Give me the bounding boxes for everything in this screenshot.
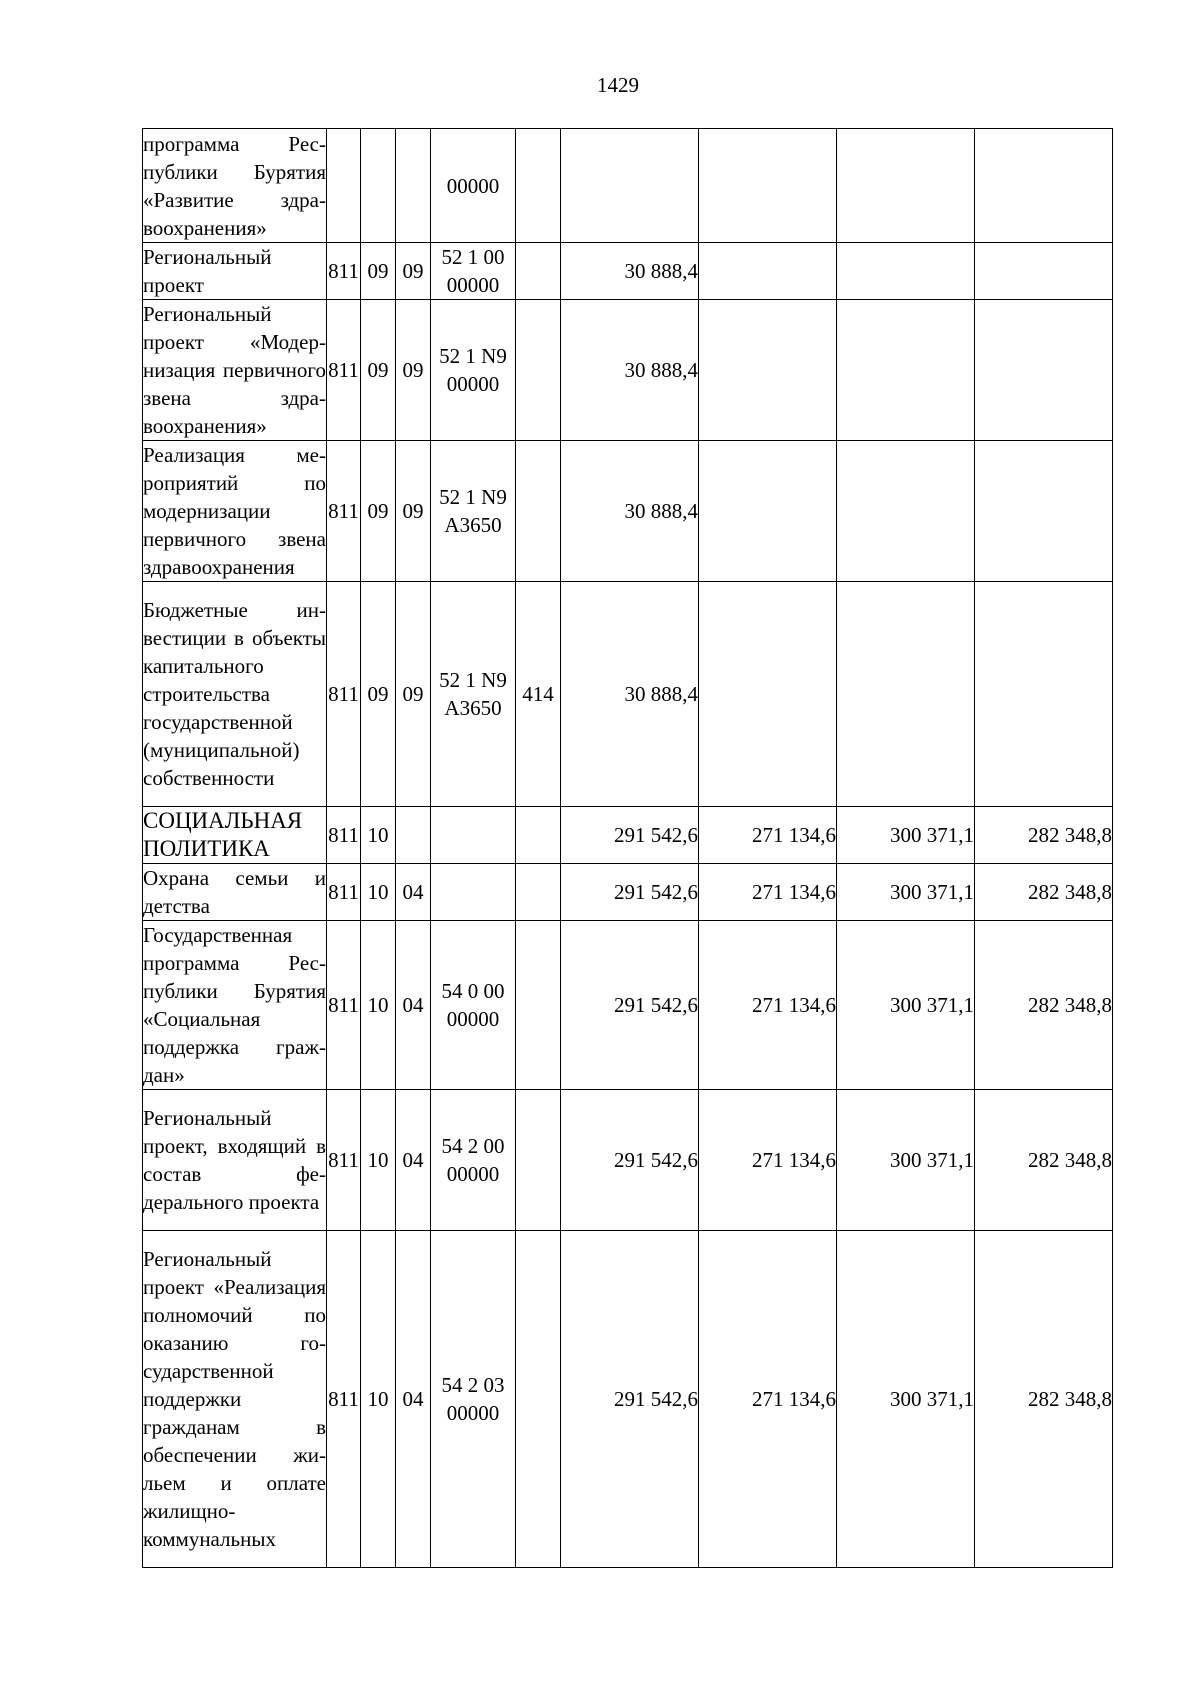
row-value-4-cell xyxy=(975,441,1113,582)
row-vr-cell xyxy=(516,864,561,921)
row-name-cell: Бюджетные инвестиции в объекты капитального строительства государственной (муниципальной) собственности xyxy=(143,582,327,807)
row-value-1-cell: 30 888,4 xyxy=(561,582,699,807)
row-name-cell: Реализация мероприятий по модернизации первичного звена здравоохранения xyxy=(143,441,327,582)
row-value-3-cell xyxy=(837,129,975,243)
row-value-3-cell: 300 371,1 xyxy=(837,807,975,864)
row-csr-cell: 52 1 N9 00000 xyxy=(431,300,516,441)
row-csr-cell: 52 1 N9 A3650 xyxy=(431,441,516,582)
row-value-1-cell: 30 888,4 xyxy=(561,243,699,300)
row-pr-cell: 04 xyxy=(396,1090,431,1231)
row-gr-cell: 811 xyxy=(327,441,361,582)
row-value-4-cell xyxy=(975,243,1113,300)
row-value-3-cell xyxy=(837,300,975,441)
row-pr-cell: 09 xyxy=(396,582,431,807)
row-pr-cell xyxy=(396,807,431,864)
row-pr-cell: 09 xyxy=(396,300,431,441)
table-row xyxy=(143,807,1113,864)
row-value-4-cell xyxy=(975,582,1113,807)
row-pr-cell: 09 xyxy=(396,243,431,300)
row-csr-cell: 00000 xyxy=(431,129,516,243)
row-pr-cell: 04 xyxy=(396,921,431,1090)
row-gr-cell: 811 xyxy=(327,864,361,921)
row-value-2-cell xyxy=(699,129,837,243)
row-rz-cell: 10 xyxy=(361,1090,396,1231)
row-value-1-cell: 30 888,4 xyxy=(561,300,699,441)
row-rz-cell: 09 xyxy=(361,300,396,441)
table-row xyxy=(143,1090,1113,1231)
row-csr-cell xyxy=(431,864,516,921)
row-vr-cell xyxy=(516,1231,561,1568)
row-gr-cell: 811 xyxy=(327,1231,361,1568)
row-csr-cell: 52 1 00 00000 xyxy=(431,243,516,300)
row-value-3-cell xyxy=(837,441,975,582)
row-value-3-cell xyxy=(837,243,975,300)
row-csr-cell: 54 2 03 00000 xyxy=(431,1231,516,1568)
table-row xyxy=(143,921,1113,1090)
table-row xyxy=(143,300,1113,441)
budget-table xyxy=(142,128,1113,1568)
row-value-4-cell xyxy=(975,300,1113,441)
row-gr-cell: 811 xyxy=(327,1090,361,1231)
row-value-1-cell: 30 888,4 xyxy=(561,441,699,582)
row-value-1-cell: 291 542,6 xyxy=(561,1231,699,1568)
row-value-1-cell: 291 542,6 xyxy=(561,864,699,921)
row-rz-cell: 10 xyxy=(361,864,396,921)
row-value-4-cell: 282 348,8 xyxy=(975,864,1113,921)
row-value-3-cell: 300 371,1 xyxy=(837,1231,975,1568)
row-name-cell: Региональный проект «Модернизация первичного звена здравоохранения» xyxy=(143,300,327,441)
row-name-cell: Региональный проект «Реализация полномочий по оказанию го- сударственной поддержки гражданам в обеспечении жильем и оплате жилищно- коммунальных xyxy=(143,1231,327,1568)
table-body xyxy=(143,129,1113,1568)
row-vr-cell xyxy=(516,921,561,1090)
row-value-2-cell xyxy=(699,243,837,300)
row-value-2-cell: 271 134,6 xyxy=(699,807,837,864)
row-value-2-cell: 271 134,6 xyxy=(699,1231,837,1568)
row-rz-cell: 10 xyxy=(361,921,396,1090)
table-row xyxy=(143,1231,1113,1568)
row-vr-cell xyxy=(516,1090,561,1231)
row-pr-cell: 09 xyxy=(396,441,431,582)
row-value-4-cell: 282 348,8 xyxy=(975,921,1113,1090)
table-row xyxy=(143,441,1113,582)
row-rz-cell: 09 xyxy=(361,243,396,300)
row-value-3-cell: 300 371,1 xyxy=(837,864,975,921)
row-pr-cell: 04 xyxy=(396,864,431,921)
row-gr-cell: 811 xyxy=(327,807,361,864)
row-value-3-cell xyxy=(837,582,975,807)
page-number: 1429 xyxy=(597,73,639,97)
row-rz-cell: 10 xyxy=(361,1231,396,1568)
row-vr-cell: 414 xyxy=(516,582,561,807)
row-pr-cell xyxy=(396,129,431,243)
row-value-3-cell: 300 371,1 xyxy=(837,921,975,1090)
row-rz-cell: 10 xyxy=(361,807,396,864)
row-name-cell: Региональный проект, входящий в состав федерального проекта xyxy=(143,1090,327,1231)
row-rz-cell: 09 xyxy=(361,441,396,582)
row-rz-cell xyxy=(361,129,396,243)
row-name-cell: Охрана семьи и детства xyxy=(143,864,327,921)
table-row xyxy=(143,243,1113,300)
row-gr-cell: 811 xyxy=(327,921,361,1090)
row-value-2-cell: 271 134,6 xyxy=(699,864,837,921)
row-csr-cell xyxy=(431,807,516,864)
row-value-1-cell: 291 542,6 xyxy=(561,921,699,1090)
row-name-cell: программа Республики Бурятия «Развитие здравоохранения» xyxy=(143,129,327,243)
row-value-4-cell: 282 348,8 xyxy=(975,807,1113,864)
row-gr-cell xyxy=(327,129,361,243)
table-row xyxy=(143,864,1113,921)
row-vr-cell xyxy=(516,441,561,582)
row-gr-cell: 811 xyxy=(327,582,361,807)
row-csr-cell: 54 0 00 00000 xyxy=(431,921,516,1090)
row-gr-cell: 811 xyxy=(327,300,361,441)
row-name-cell: СОЦИАЛЬНАЯ ПОЛИТИКА xyxy=(143,807,327,864)
row-vr-cell xyxy=(516,243,561,300)
row-csr-cell: 52 1 N9 A3650 xyxy=(431,582,516,807)
row-value-3-cell: 300 371,1 xyxy=(837,1090,975,1231)
row-name-cell: Региональный проект xyxy=(143,243,327,300)
row-value-2-cell xyxy=(699,300,837,441)
row-value-1-cell: 291 542,6 xyxy=(561,807,699,864)
row-csr-cell: 54 2 00 00000 xyxy=(431,1090,516,1231)
table-row xyxy=(143,129,1113,243)
row-rz-cell: 09 xyxy=(361,582,396,807)
row-value-2-cell: 271 134,6 xyxy=(699,921,837,1090)
row-value-1-cell xyxy=(561,129,699,243)
row-value-4-cell: 282 348,8 xyxy=(975,1090,1113,1231)
row-name-cell: Государственная программа Республики Бурятия «Социальная поддержка граждан» xyxy=(143,921,327,1090)
row-pr-cell: 04 xyxy=(396,1231,431,1568)
row-vr-cell xyxy=(516,300,561,441)
row-vr-cell xyxy=(516,129,561,243)
row-value-2-cell: 271 134,6 xyxy=(699,1090,837,1231)
row-value-4-cell: 282 348,8 xyxy=(975,1231,1113,1568)
row-value-2-cell xyxy=(699,441,837,582)
row-gr-cell: 811 xyxy=(327,243,361,300)
row-value-4-cell xyxy=(975,129,1113,243)
row-value-2-cell xyxy=(699,582,837,807)
table-row xyxy=(143,582,1113,807)
row-vr-cell xyxy=(516,807,561,864)
row-value-1-cell: 291 542,6 xyxy=(561,1090,699,1231)
